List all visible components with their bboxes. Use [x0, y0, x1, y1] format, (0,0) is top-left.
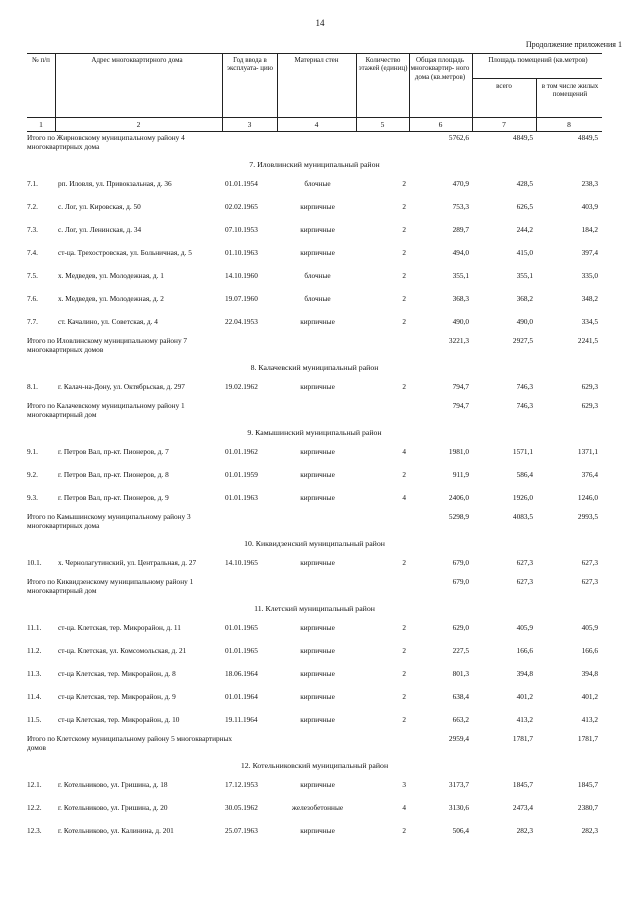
row-area: 638,4	[452, 692, 469, 701]
row-number: 12.3.	[27, 826, 42, 835]
row-number: 9.3.	[27, 493, 38, 502]
total-area: 2959,4	[448, 734, 469, 743]
district-heading	[27, 533, 602, 553]
total-row	[27, 733, 602, 755]
table-row	[27, 641, 602, 664]
table-row	[27, 553, 602, 576]
row-floors: 2	[402, 669, 406, 678]
row-year: 07.10.1953	[225, 225, 258, 234]
row-area: 368,3	[452, 294, 469, 303]
col-number: 4	[314, 120, 319, 129]
row-material: кирпичные	[300, 826, 335, 835]
district-heading	[27, 357, 602, 377]
total-living: 2241,5	[577, 336, 598, 345]
total-row	[27, 576, 602, 598]
total-label: Итого по Жирновскому муниципальному району 4 многоквартирных дома	[27, 133, 185, 151]
col-number: 1	[39, 120, 43, 129]
table-header	[27, 54, 602, 118]
district-title: 12. Котельниковский муниципальный район	[240, 761, 389, 770]
row-floors: 2	[402, 271, 406, 280]
row-year: 01.01.1954	[225, 179, 258, 188]
row-year: 17.12.1953	[225, 780, 258, 789]
row-number: 7.6.	[27, 294, 38, 303]
row-number: 7.3.	[27, 225, 38, 234]
row-premises: 405,9	[516, 623, 533, 632]
row-living: 348,2	[581, 294, 598, 303]
row-area: 3173,7	[448, 780, 469, 789]
row-floors: 2	[402, 382, 406, 391]
district-title: 9. Камышинский муниципальный район	[247, 428, 382, 437]
row-year: 01.01.1964	[225, 692, 258, 701]
row-floors: 4	[402, 493, 406, 502]
total-premises: 4849,5	[512, 133, 533, 142]
row-floors: 2	[402, 317, 406, 326]
row-address: х. Медведев, ул. Молодежная, д. 2	[58, 294, 164, 303]
row-living: 403,9	[581, 202, 598, 211]
row-area: 494,0	[452, 248, 469, 257]
total-area: 3221,3	[448, 336, 469, 345]
row-material: кирпичные	[300, 382, 335, 391]
row-area: 506,4	[452, 826, 469, 835]
header-floors: Количество этажей (единиц)	[358, 56, 408, 73]
row-address: г. Калач-на-Дону, ул. Октябрьская, д. 297	[58, 382, 185, 391]
table-row	[27, 687, 602, 710]
row-year: 01.10.1963	[225, 248, 258, 257]
row-address: ст. Качалино, ул. Советская, д. 4	[58, 317, 158, 326]
table-row	[27, 266, 602, 289]
row-number: 12.1.	[27, 780, 42, 789]
row-number: 11.3.	[27, 669, 42, 678]
total-row	[27, 132, 602, 154]
table-row	[27, 618, 602, 641]
table-row	[27, 289, 602, 312]
row-address: г. Котельниково, ул. Гришина, д. 20	[58, 803, 168, 812]
row-year: 22.04.1953	[225, 317, 258, 326]
header-premises-living: в том числе жилых помещений	[541, 82, 599, 99]
row-living: 2380,7	[577, 803, 598, 812]
district-heading	[27, 154, 602, 174]
row-number: 7.1.	[27, 179, 38, 188]
table-row	[27, 243, 602, 266]
table-row	[27, 710, 602, 733]
col-number: 3	[247, 120, 252, 129]
row-material: кирпичные	[300, 780, 335, 789]
row-living: 629,3	[581, 382, 598, 391]
total-living: 2993,5	[577, 512, 598, 521]
row-number: 11.1.	[27, 623, 42, 632]
row-premises: 355,1	[516, 271, 533, 280]
row-premises: 428,5	[516, 179, 533, 188]
total-living: 4849,5	[577, 133, 598, 142]
row-living: 627,3	[581, 558, 598, 567]
row-year: 19.02.1962	[225, 382, 258, 391]
row-address: г. Петров Вал, пр-кт. Пионеров, д. 7	[58, 447, 169, 456]
row-living: 1246,0	[577, 493, 598, 502]
district-heading	[27, 598, 602, 618]
register-table	[27, 53, 602, 844]
table-row	[27, 798, 602, 821]
table-row	[27, 197, 602, 220]
row-premises: 394,8	[516, 669, 533, 678]
row-number: 9.1.	[27, 447, 38, 456]
row-address: с. Лог, ул. Ленинская, д. 34	[58, 225, 142, 234]
row-material: кирпичные	[300, 646, 335, 655]
col-number: 8	[567, 120, 571, 129]
total-area: 5762,6	[448, 133, 469, 142]
total-living: 629,3	[581, 401, 598, 410]
table-body	[27, 132, 602, 844]
row-floors: 4	[402, 803, 406, 812]
row-number: 8.1.	[27, 382, 38, 391]
total-area: 794,7	[452, 401, 469, 410]
total-row	[27, 335, 602, 357]
row-material: кирпичные	[300, 225, 335, 234]
row-number: 7.4.	[27, 248, 38, 257]
row-address: ст-ца. Трехостровская, ул. Больничная, д. 5	[58, 248, 192, 257]
total-premises: 1781,7	[512, 734, 533, 743]
row-number: 11.5.	[27, 715, 42, 724]
total-label: Итого по Калачевскому муниципальному району 1 многоквартирный дом	[27, 401, 185, 419]
row-address: г. Котельниково, ул. Гришина, д. 18	[58, 780, 168, 789]
row-area: 490,0	[452, 317, 469, 326]
row-premises: 244,2	[516, 225, 533, 234]
row-year: 02.02.1965	[225, 202, 258, 211]
row-address: ст-ца. Клетская, тер. Микрорайон, д. 11	[58, 623, 181, 632]
district-title: 7. Иловлинский муниципальный район	[249, 160, 380, 169]
row-material: кирпичные	[300, 317, 335, 326]
row-year: 19.11.1964	[225, 715, 258, 724]
row-number: 11.4.	[27, 692, 42, 701]
district-title: 10. Киквидзенский муниципальный район	[244, 539, 385, 548]
row-floors: 2	[402, 692, 406, 701]
row-premises: 401,2	[516, 692, 533, 701]
total-label: Итого по Киквидзенскому муниципальному району 1 многоквартирный дом	[27, 577, 194, 595]
row-premises: 368,2	[516, 294, 533, 303]
row-premises: 626,5	[516, 202, 533, 211]
page-number: 14	[315, 18, 325, 28]
row-floors: 2	[402, 179, 406, 188]
row-number: 11.2.	[27, 646, 42, 655]
row-number: 7.7.	[27, 317, 38, 326]
row-living: 405,9	[581, 623, 598, 632]
total-row	[27, 511, 602, 533]
row-floors: 2	[402, 646, 406, 655]
row-address: ст-ца. Клетская, ул. Комсомольская, д. 21	[58, 646, 187, 655]
col-number: 7	[502, 120, 506, 129]
row-number: 7.2.	[27, 202, 38, 211]
table-row	[27, 442, 602, 465]
row-material: кирпичные	[300, 493, 335, 502]
total-premises: 627,3	[516, 577, 533, 586]
row-area: 629,0	[452, 623, 469, 632]
row-material: кирпичные	[300, 669, 335, 678]
row-year: 01.01.1963	[225, 493, 258, 502]
header-total-area: Общая площадь многоквартир- ного дома (кв.метров)	[410, 56, 470, 81]
row-year: 01.01.1959	[225, 470, 258, 479]
table-row	[27, 174, 602, 197]
row-living: 394,8	[581, 669, 598, 678]
row-floors: 2	[402, 715, 406, 724]
total-row	[27, 400, 602, 422]
row-floors: 2	[402, 248, 406, 257]
row-year: 18.06.1964	[225, 669, 258, 678]
row-living: 335,0	[581, 271, 598, 280]
row-year: 14.10.1965	[225, 558, 258, 567]
row-area: 355,1	[452, 271, 469, 280]
row-premises: 282,3	[516, 826, 533, 835]
row-material: кирпичные	[300, 470, 335, 479]
row-year: 01.01.1965	[225, 623, 258, 632]
table-row	[27, 775, 602, 798]
row-material: блочные	[304, 271, 331, 280]
col-number: 2	[136, 120, 141, 129]
row-material: кирпичные	[300, 715, 335, 724]
header-num: № п/п	[32, 56, 50, 64]
row-material: кирпичные	[300, 558, 335, 567]
row-address: г. Петров Вал, пр-кт. Пионеров, д. 8	[58, 470, 169, 479]
row-floors: 2	[402, 225, 406, 234]
total-area: 679,0	[452, 577, 469, 586]
row-area: 753,3	[452, 202, 469, 211]
row-material: блочные	[304, 179, 331, 188]
row-premises: 586,4	[516, 470, 533, 479]
table-row	[27, 821, 602, 844]
row-number: 7.5.	[27, 271, 38, 280]
row-year: 19.07.1960	[225, 294, 258, 303]
column-number-row	[27, 118, 602, 132]
row-address: ст-ца Клетская, тер. Микрорайон, д. 8	[58, 669, 176, 678]
col-number: 5	[380, 120, 385, 129]
district-heading	[27, 755, 602, 775]
row-premises: 413,2	[516, 715, 533, 724]
district-title: 8. Калачевский муниципальный район	[250, 363, 379, 372]
row-address: ст-ца Клетская, тер. Микрорайон, д. 10	[58, 715, 180, 724]
row-year: 14.10.1960	[225, 271, 258, 280]
row-living: 334,5	[581, 317, 598, 326]
row-floors: 2	[402, 826, 406, 835]
row-floors: 4	[402, 447, 406, 456]
row-material: кирпичные	[300, 692, 335, 701]
continuation-label: Продолжение приложения 1	[525, 40, 622, 49]
district-title: 11. Клетский муниципальный район	[254, 604, 375, 613]
total-living: 627,3	[581, 577, 598, 586]
row-year: 01.01.1962	[225, 447, 258, 456]
row-area: 2406,0	[448, 493, 469, 502]
district-heading	[27, 422, 602, 442]
row-material: железобетонные	[291, 803, 344, 812]
row-year: 30.05.1962	[225, 803, 258, 812]
header-address: Адрес многоквартирного дома	[91, 56, 183, 64]
row-living: 184,2	[581, 225, 598, 234]
table-row	[27, 312, 602, 335]
table-row	[27, 664, 602, 687]
row-living: 376,4	[581, 470, 598, 479]
col-number: 6	[438, 120, 443, 129]
row-living: 238,3	[581, 179, 598, 188]
row-floors: 2	[402, 202, 406, 211]
row-premises: 746,3	[516, 382, 533, 391]
table-row	[27, 488, 602, 511]
row-living: 397,4	[581, 248, 598, 257]
row-living: 1371,1	[577, 447, 598, 456]
row-area: 663,2	[452, 715, 469, 724]
row-number: 9.2.	[27, 470, 38, 479]
row-address: х. Чернолагутинский, ул. Центральная, д. 27	[58, 558, 197, 567]
row-premises: 1926,0	[512, 493, 533, 502]
row-address: ст-ца Клетская, тер. Микрорайон, д. 9	[58, 692, 176, 701]
row-area: 3130,6	[448, 803, 469, 812]
row-number: 12.2.	[27, 803, 42, 812]
total-living: 1781,7	[577, 734, 598, 743]
row-material: кирпичные	[300, 248, 335, 257]
row-area: 679,0	[452, 558, 469, 567]
row-year: 25.07.1963	[225, 826, 258, 835]
header-material: Материал стен	[294, 56, 339, 64]
row-address: рп. Иловля, ул. Привокзальная, д. 36	[58, 179, 172, 188]
row-area: 470,9	[452, 179, 469, 188]
table-row	[27, 377, 602, 400]
header-premises: Площадь помещений (кв.метров)	[488, 56, 588, 64]
total-premises: 746,3	[516, 401, 533, 410]
row-living: 401,2	[581, 692, 598, 701]
table-row	[27, 465, 602, 488]
row-premises: 627,3	[516, 558, 533, 567]
row-material: кирпичные	[300, 623, 335, 632]
row-floors: 2	[402, 623, 406, 632]
total-label: Итого по Клетскому муниципальному району 5 многоквартирных домов	[27, 734, 233, 752]
row-number: 10.1.	[27, 558, 42, 567]
row-living: 1845,7	[577, 780, 598, 789]
header-premises-total: всего	[496, 82, 512, 90]
row-material: блочные	[304, 294, 331, 303]
row-year: 01.01.1965	[225, 646, 258, 655]
total-label: Итого по Иловлинскому муниципальному району 7 многоквартирных домов	[27, 336, 188, 354]
row-area: 227,5	[452, 646, 469, 655]
row-area: 801,3	[452, 669, 469, 678]
row-address: г. Котельниково, ул. Калинина, д. 201	[58, 826, 174, 835]
row-area: 911,9	[452, 470, 469, 479]
row-floors: 2	[402, 558, 406, 567]
row-premises: 2473,4	[512, 803, 533, 812]
row-premises: 1845,7	[512, 780, 533, 789]
row-premises: 1571,1	[512, 447, 533, 456]
row-floors: 2	[402, 294, 406, 303]
row-material: кирпичные	[300, 447, 335, 456]
row-area: 289,7	[452, 225, 469, 234]
total-label: Итого по Камышинскому муниципальному району 3 многоквартирных дома	[27, 512, 191, 530]
row-area: 794,7	[452, 382, 469, 391]
row-material: кирпичные	[300, 202, 335, 211]
row-floors: 2	[402, 470, 406, 479]
total-premises: 2927,5	[512, 336, 533, 345]
row-address: с. Лог, ул. Кировская, д. 50	[58, 202, 141, 211]
total-area: 5298,9	[448, 512, 469, 521]
row-premises: 490,0	[516, 317, 533, 326]
row-living: 282,3	[581, 826, 598, 835]
table-row	[27, 220, 602, 243]
row-address: х. Медведев, ул. Молодежная, д. 1	[58, 271, 164, 280]
row-address: г. Петров Вал, пр-кт. Пионеров, д. 9	[58, 493, 169, 502]
row-premises: 415,0	[516, 248, 533, 257]
row-floors: 3	[402, 780, 406, 789]
row-living: 413,2	[581, 715, 598, 724]
total-premises: 4083,5	[512, 512, 533, 521]
row-premises: 166,6	[516, 646, 533, 655]
row-area: 1981,0	[448, 447, 469, 456]
row-living: 166,6	[581, 646, 598, 655]
header-year: Год ввода в эксплуата- цию	[227, 56, 273, 73]
